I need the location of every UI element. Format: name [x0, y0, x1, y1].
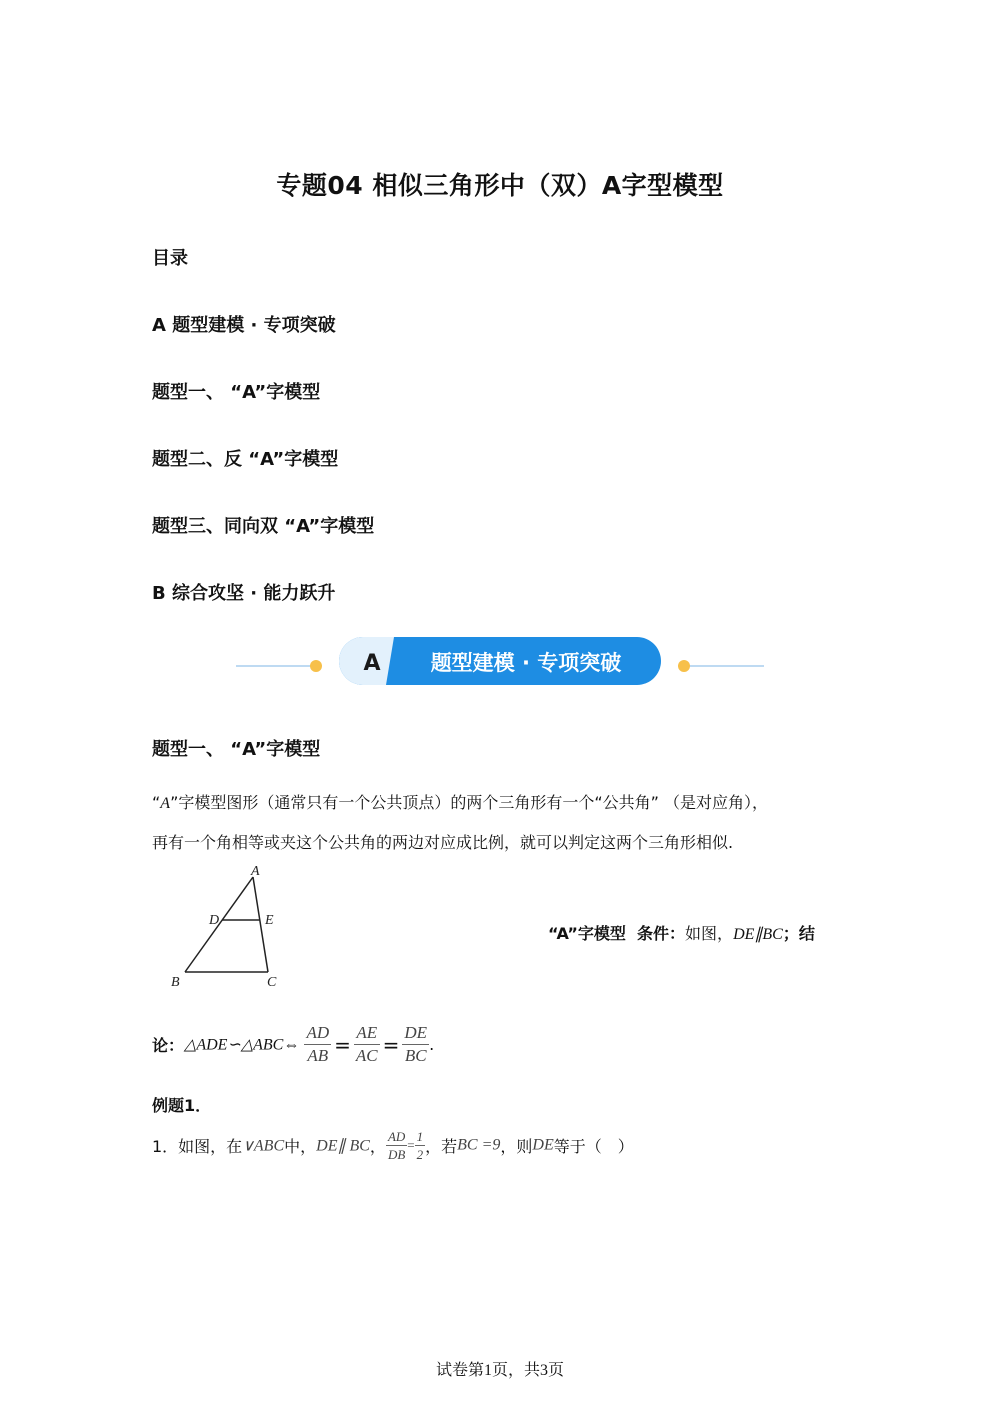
toc-item-a[interactable]: A 题型建模 · 专项突破 [152, 315, 336, 336]
page-footer: 试卷第1页，共3页 [435, 1362, 564, 1379]
intro-paragraph-line1: “A”字模型图形（通常只有一个公共顶点）的两个三角形有一个“公共角” （是对应角）， [152, 793, 769, 812]
vertex-e-label: E [265, 913, 274, 928]
banner-right-dot [678, 660, 690, 672]
fraction-de-bc: $\frac{DE}{BC}$ [404, 1023, 428, 1065]
vertex-c-label: C [267, 975, 277, 990]
model-conclusion: 论：△ADE∽△ABC⇔ $\frac{AD}{AB}$ = $\frac{AE}{AC}$ = $\frac{DE}{BC}$ . [152, 1023, 435, 1065]
model-condition: “A”字模型 条件：如图，DE∥BC；结 [548, 924, 815, 943]
vertex-b-label: B [171, 975, 180, 990]
toc-heading: 目录 [152, 248, 188, 269]
fraction-ad-db: $\frac{AD}{DB}$ [387, 1129, 406, 1162]
toc-item-b[interactable]: B 综合攻坚 · 能力跃升 [152, 583, 336, 604]
toc-item-type3[interactable]: 题型三、同向双 “A”字模型 [152, 516, 375, 537]
banner-left-dot [310, 660, 322, 672]
question-1[interactable]: 1．如图，在∨ABC中，DE∥ BC， $\frac{AD}{DB}$ = $\frac{1}{2}$ ，若BC =9，则DE等于（ ） [152, 1129, 634, 1162]
vertex-d-label: D [209, 913, 220, 928]
fraction-ae-ac: $\frac{AE}{AC}$ [355, 1023, 378, 1065]
fraction-ad-ab: $\frac{AD}{AB}$ [306, 1023, 330, 1065]
a-model-figure [165, 862, 295, 992]
section-banner [236, 634, 766, 690]
page-title: 专题04 相似三角形中（双）A字型模型 [276, 171, 724, 200]
toc-item-type2[interactable]: 题型二、反 “A”字模型 [152, 449, 339, 470]
example-heading: 例题1． [152, 1096, 212, 1115]
toc-item-type1[interactable]: 题型一、 “A”字模型 [152, 382, 321, 403]
banner-title: 题型建模 · 专项突破 [430, 651, 622, 675]
banner-letter: A [363, 651, 381, 676]
fraction-one-half: $\frac{1}{2}$ [416, 1129, 424, 1162]
section-heading-type1: 题型一、 “A”字模型 [152, 739, 321, 760]
intro-paragraph-line2: 再有一个角相等或夹这个公共角的两边对应成比例，就可以判定这两个三角形相似. [152, 833, 734, 852]
vertex-a-label: A [251, 864, 260, 879]
